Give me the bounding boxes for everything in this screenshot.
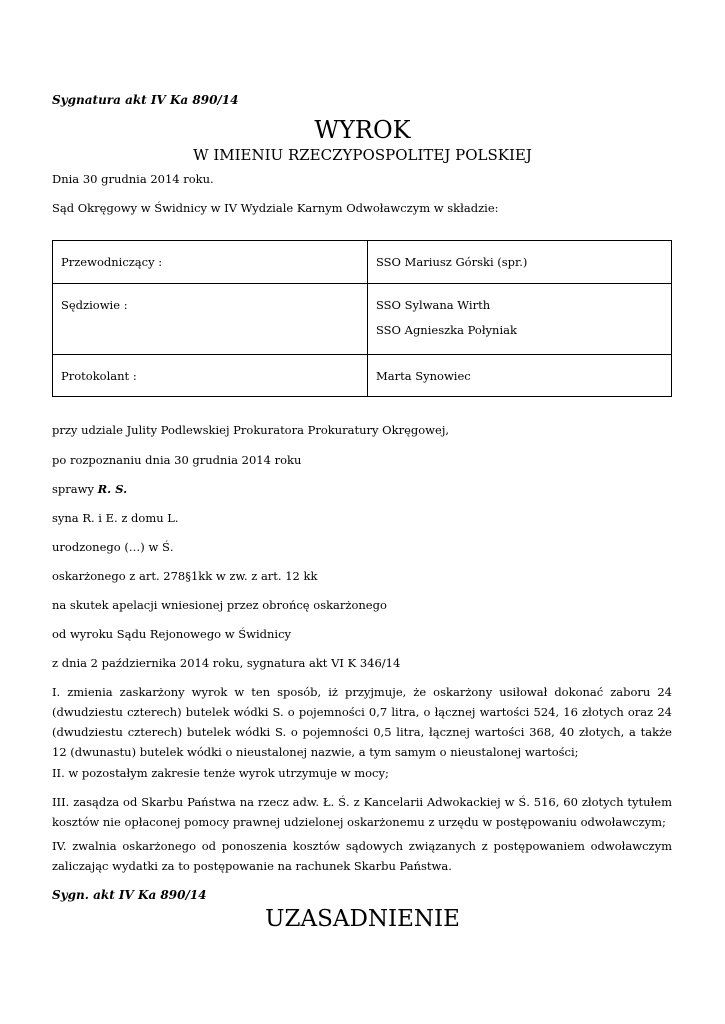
judgment-date: Dnia 30 grudnia 2014 roku. — [52, 172, 214, 186]
case-line — [52, 482, 127, 496]
court-composition: Sąd Okręgowy w Świdnicy w IV Wydziale Karnym Odwoławczym w składzie: — [52, 201, 499, 215]
judge-name: SSO Agnieszka Połyniak — [376, 323, 517, 337]
judgment-date-line: z dnia 2 października 2014 roku, sygnatura akt VI K 346/14 — [52, 656, 401, 670]
clerk-value: Marta Synowiec — [376, 369, 471, 383]
judge-name: SSO Sylwana Wirth — [376, 298, 491, 312]
prosecutor-line: przy udziale Julity Podlewskiej Prokuratora Prokuratury Okręgowej, — [52, 423, 450, 437]
presiding-label: Przewodniczący : — [61, 255, 163, 269]
case-prefix: sprawy — [52, 482, 98, 496]
ruling-i: I. zmienia zaskarżony wyrok w ten sposób, iż przyjmuje, że oskarżony usiłował dokonać zaboru 24 (dwudziestu czterech) butelek wódki S. o pojemności 0,7 litra, o łącznej wartości 524, 16 złotych oraz 24 (dwudziestu czterech) butelek wódki S. o pojemności 0,5 litra, łącznej wartości 368, 40 złotych, a także 12 (dwunastu) butelek wódki o nieustalonej nazwie, a tym samym o nieustalonej wartości; — [52, 685, 672, 759]
justification-heading: UZASADNIENIE — [265, 906, 460, 932]
presiding-row — [53, 241, 672, 284]
clerk-label: Protokolant : — [61, 369, 137, 383]
footer-signature: Sygn. akt IV Ka 890/14 — [52, 888, 207, 902]
charged-line: oskarżonego z art. 278§1kk w zw. z art. 12 kk — [52, 569, 318, 583]
appeal-line: na skutek apelacji wniesionej przez obrońcę oskarżonego — [52, 598, 387, 612]
presiding-value: SSO Mariusz Górski (spr.) — [376, 255, 528, 269]
son-of-line: syna R. i E. z domu L. — [52, 511, 179, 525]
judges-row — [53, 284, 672, 355]
judgment-title: WYROK — [314, 116, 411, 144]
born-line: urodzonego (…) w Ś. — [52, 540, 174, 554]
ruling-ii: II. w pozostałym zakresie tenże wyrok utrzymuje w mocy; — [52, 766, 389, 780]
defendant-name: R. S. — [97, 482, 128, 496]
from-judgment-line: od wyroku Sądu Rejonowego w Świdnicy — [52, 627, 292, 641]
judgment-subtitle: W IMIENIU RZECZYPOSPOLITEJ POLSKIEJ — [193, 146, 532, 164]
hearing-line: po rozpoznaniu dnia 30 grudnia 2014 roku — [52, 453, 302, 467]
panel-table — [52, 240, 672, 397]
case-signature: Sygnatura akt IV Ka 890/14 — [52, 93, 239, 107]
ruling-iv: IV. zwalnia oskarżonego od ponoszenia kosztów sądowych związanych z postępowaniem odwoławczym zaliczając wydatki za to postępowanie na rachunek Skarbu Państwa. — [52, 839, 672, 873]
clerk-row — [53, 355, 672, 397]
judges-label: Sędziowie : — [61, 298, 128, 312]
ruling-iii: III. zasądza od Skarbu Państwa na rzecz adw. Ł. Ś. z Kancelarii Adwokackiej w Ś. 516, 60 złotych tytułem kosztów nie opłaconej pomocy prawnej udzielonej oskarżonemu z urzędu w postępowaniu odwoławczym; — [52, 795, 672, 829]
